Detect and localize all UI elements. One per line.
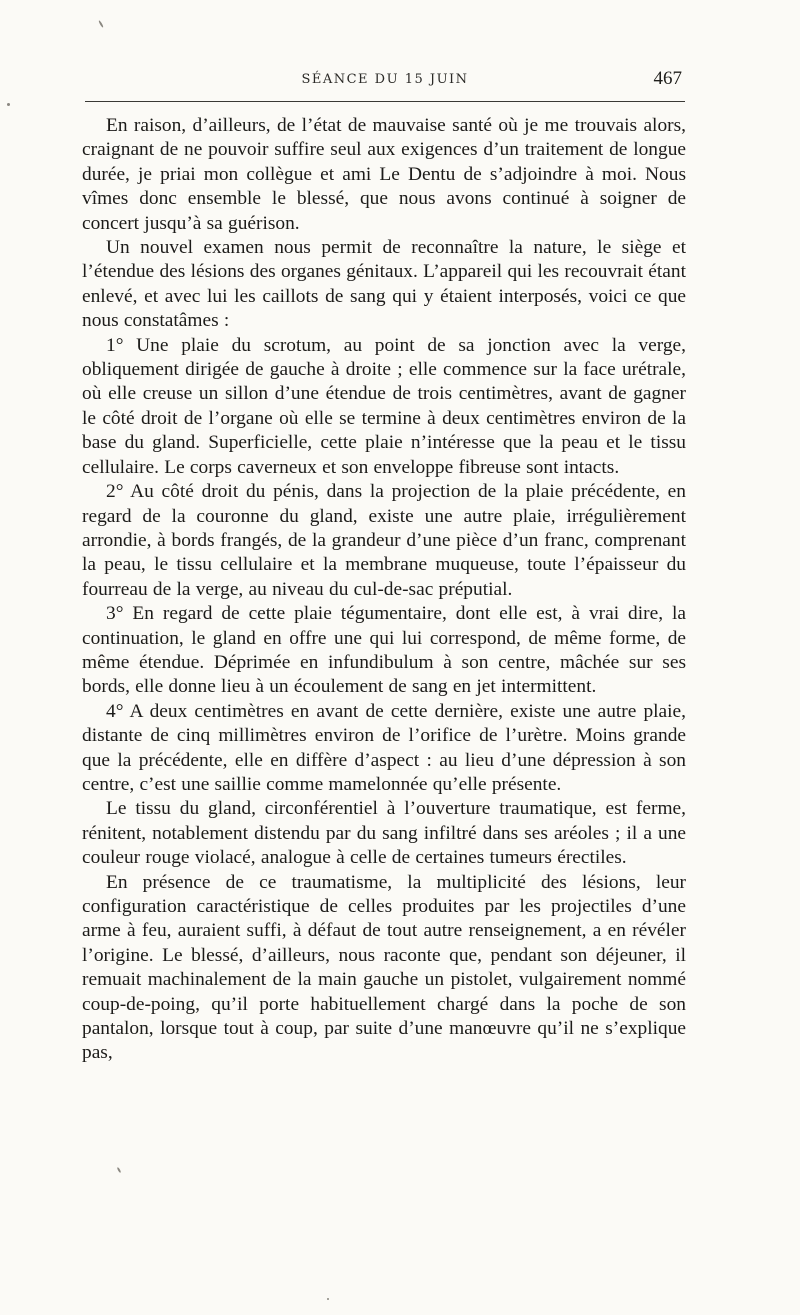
header-rule (85, 101, 685, 102)
paragraph: Un nouvel examen nous permit de reconnaître la nature, le siège et l’étendue des lésions des organes génitaux. L’appareil qui les recouvrait étant enlevé, et avec lui les caillots de sang qui y étaient interposés, voici ce que nous constatâmes : (82, 237, 686, 332)
body-text (82, 114, 686, 1066)
paragraph: En raison, d’ailleurs, de l’état de mauvaise santé où je me trouvais alors, craignant de ne pouvoir suffire seul aux exigences d’un traitement de longue durée, je priai mon collègue et ami Le Dentu de s’adjoindre à moi. Nous vîmes donc ensemble le blessé, que nous avons continué à soigner de concert jusqu’à sa guérison. (82, 115, 686, 234)
paragraph: 2° Au côté droit du pénis, dans la projection de la plaie précédente, en regard de la couronne du gland, existe une autre plaie, irrégulièrement arrondie, à bords frangés, de la grandeur d’une pièce d’un franc, comprenant la peau, le tissu cellulaire et la membrane muqueuse, toute l’épaisseur du fourreau de la verge, au niveau du cul-de-sac préputial. (82, 481, 686, 600)
paper-speck (327, 1298, 329, 1300)
paper-speck (98, 20, 104, 28)
paragraph: 3° En regard de cette plaie tégumentaire, dont elle est, à vrai dire, la continuation, le gland en offre une qui lui correspond, de même forme, de même étendue. Déprimée en infundibulum à son centre, mâchée sur ses bords, elle donne lieu à un écoulement de sang en jet intermittent. (82, 603, 686, 698)
page-header (85, 62, 685, 92)
running-title: SÉANCE DU 15 JUIN (301, 72, 469, 87)
paragraph: 1° Une plaie du scrotum, au point de sa jonction avec la verge, obliquement dirigée de gauche à droite ; elle commence sur la face urétrale, où elle creuse un sillon d’une étendue de trois centimètres, avant de gagner le côté droit de l’organe où elle se termine à deux centimètres environ de la base du gland. Superficielle, cette plaie n’intéresse que la peau et le tissu cellulaire. Le corps caverneux et son enveloppe fibreuse sont intacts. (82, 334, 686, 478)
page-number: 467 (653, 68, 682, 89)
paragraph: 4° A deux centimètres en avant de cette dernière, existe une autre plaie, distante de cinq millimètres environ de l’orifice de l’urètre. Moins grande que la précédente, elle en diffère d’aspect : au lieu d’une dépression à son centre, c’est une saillie comme mamelonnée qu’elle présente. (82, 700, 686, 795)
paper-speck (7, 103, 10, 106)
paragraph: En présence de ce traumatisme, la multiplicité des lésions, leur configuration caractéristique de celles produites par les projectiles d’une arme à feu, auraient suffi, à défaut de tout autre renseignement, a en révéler l’origine. Le blessé, d’ailleurs, nous raconte que, pendant son déjeuner, il remuait machinalement de la main gauche un pistolet, vulgairement nommé coup-de-poing, qu’il porte habituellement chargé dans la poche de son pantalon, lorsque tout à coup, par suite d’une manœuvre qu’il ne s’explique pas, (82, 871, 686, 1064)
paragraph: Le tissu du gland, circonférentiel à l’ouverture traumatique, est ferme, rénitent, notablement distendu par du sang infiltré dans ses aréoles ; il a une couleur rouge violacé, analogue à celle de certaines tumeurs érectiles. (82, 798, 686, 869)
paper-speck (117, 1167, 122, 1173)
